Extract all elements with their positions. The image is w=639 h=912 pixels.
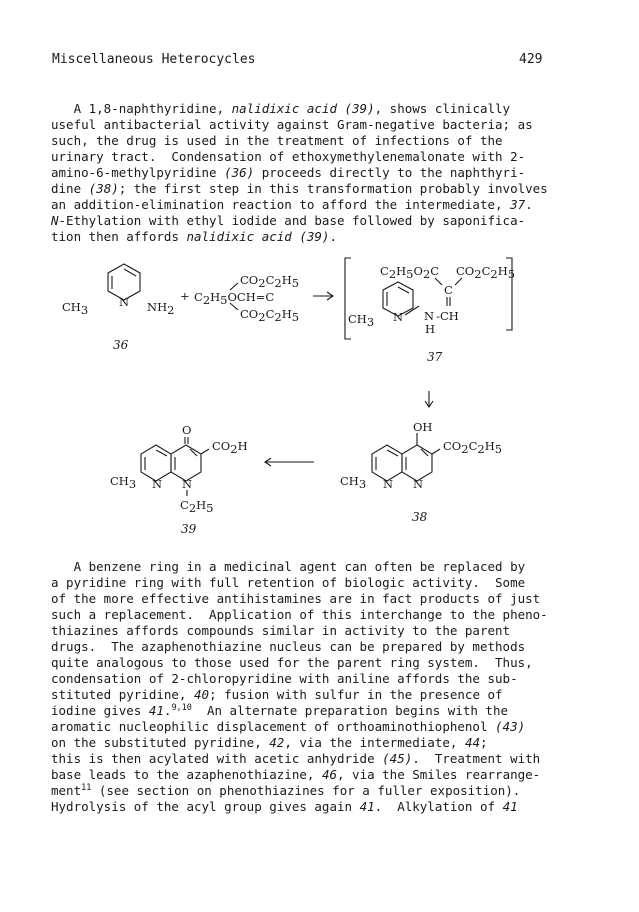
paragraph-azaphenothiazine: A benzene ring in a medicinal agent can often be replaced by a pyridine ring with full retention of biologic activity. Some of the more effective antihistamines are in fact products of just such a replacement. Application of this interchange to the pheno- thiazines affords compounds similar in activity to the parent drugs. The azaphenothiazine nucleus can be prepared by methods quite analogous to those used for the parent ring system. Thus, condensation of 2-chloropyridine with aniline affords the sub- stituted pyridine, 40; fusion with sulfur in the presence of iodine gives 41.$^{9,10}$ An alternate preparation begins with the aromatic nucleophilic displacement of orthoaminothiophenol (43) on the substituted pyridine, 42, via the intermediate, 44; this is then acylated with acetic anhydride (45). Treatment with base leads to the azaphenothiazine, 46, via the Smiles rearrange- ment$^{11}$ (see section on phenothiazines for a fuller exposition). Hydrolysis of the acyl group gives again 41. Alkylation of 41	[51, 559, 548, 814]
svg-text:37: 37	[427, 350, 443, 364]
svg-text:OH: OH	[413, 420, 433, 434]
compound-36	[62, 264, 174, 352]
svg-text:NH2: NH2	[147, 300, 175, 317]
svg-text:N-CH: N -CH	[424, 309, 459, 323]
svg-text:N: N	[413, 477, 424, 491]
svg-text:CO2C2H5: CO2C2H5	[443, 439, 503, 456]
compound-38	[340, 420, 502, 524]
citation-9-10: 9,10	[171, 702, 192, 713]
svg-text:C2H5O2C: C2H5O2C	[380, 264, 440, 281]
arrow-to-39	[265, 458, 314, 466]
svg-text:CO2H: CO2H	[212, 439, 248, 456]
svg-text:C2H5: C2H5	[180, 498, 214, 515]
svg-text:N: N	[182, 477, 193, 491]
svg-text:39: 39	[181, 522, 197, 536]
svg-text:CH3: CH3	[340, 474, 367, 491]
svg-text:C2H5OCH=C: C2H5OCH=C	[194, 290, 275, 307]
svg-text:C: C	[444, 283, 453, 297]
svg-text:N: N	[152, 477, 163, 491]
svg-text:CH3: CH3	[62, 300, 89, 317]
svg-text:N: N	[383, 477, 394, 491]
arrow-to-38	[425, 391, 433, 407]
svg-text:36: 36	[113, 338, 129, 352]
svg-text:N: N	[393, 310, 404, 324]
reagent-ethoxymethylenemalonate	[180, 273, 299, 324]
svg-text:+: +	[180, 289, 190, 303]
compound-39	[110, 423, 248, 536]
chapter-title: Miscellaneous Heterocycles	[52, 52, 256, 67]
page-number: 429	[519, 52, 543, 67]
svg-text:CH3: CH3	[348, 312, 375, 329]
svg-text:38: 38	[412, 510, 428, 524]
compound-37	[345, 258, 515, 364]
svg-text:CH3: CH3	[110, 474, 137, 491]
svg-text:H: H	[425, 322, 436, 336]
svg-text:CO2C2H5: CO2C2H5	[240, 273, 300, 290]
svg-text:O: O	[182, 423, 192, 437]
citation-11: 11	[81, 782, 92, 793]
svg-text:CO2C2H5: CO2C2H5	[240, 307, 300, 324]
svg-text:CO2C2H5: CO2C2H5	[456, 264, 516, 281]
arrow-to-37	[313, 292, 333, 300]
svg-text:N: N	[119, 295, 130, 309]
paragraph-nalidixic-acid: A 1,8-naphthyridine, nalidixic acid (39), shows clinically useful antibacterial activity against Gram-negative bacteria; as such, the drug is used in the treatment of infections of the urinary tract. Condensation of ethoxymethylenemalonate with 2- amino-6-methylpyridine (36) proceeds directly to the naphthyri- dine (38); the first step in this transformation probably involves an addition-elimination reaction to afford the intermediate, 37. N-Ethylation with ethyl iodide and base followed by saponifica- tion then affords nalidixic acid (39).	[51, 101, 548, 244]
